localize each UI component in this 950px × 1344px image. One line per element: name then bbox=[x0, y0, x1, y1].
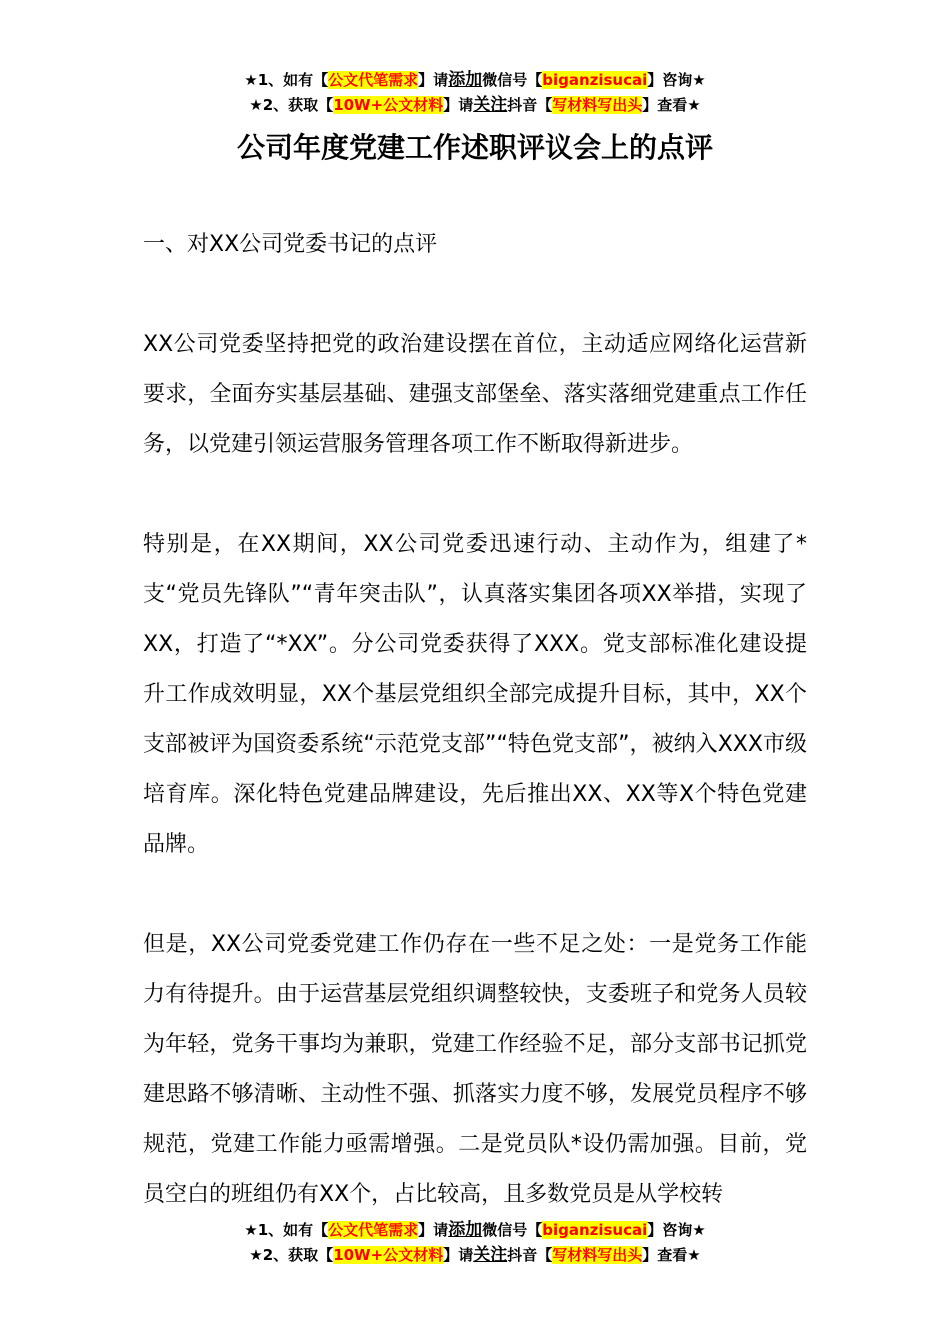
footer-banner bbox=[0, 1218, 950, 1268]
banner-underline: 添加 bbox=[448, 70, 483, 90]
section-heading: 一、对XX公司党委书记的点评 bbox=[143, 232, 438, 257]
banner-text: 】请 bbox=[443, 96, 474, 114]
banner-line-2 bbox=[0, 93, 950, 118]
banner-text: ★1、如有【 bbox=[244, 1221, 329, 1239]
banner-text: ★1、如有【 bbox=[244, 71, 329, 89]
banner-highlight: 10W+公文材料 bbox=[333, 96, 444, 114]
paragraph: XX公司党委坚持把党的政治建设摆在首位，主动适应网络化运营新要求，全面夯实基层基础、建强支部堡垒、落实落细党建重点工作任务，以党建引领运营服务管理各项工作不断取得新进步。 bbox=[143, 332, 807, 457]
banner-highlight: biganzisucai bbox=[542, 71, 648, 89]
banner-line-1 bbox=[0, 1218, 950, 1243]
banner-underline: 关注 bbox=[473, 95, 508, 115]
banner-text: ★2、获取【 bbox=[249, 96, 334, 114]
banner-highlight: 写材料写出头 bbox=[552, 1246, 643, 1264]
banner-text: 微信号【 bbox=[482, 1221, 543, 1239]
paragraph: 特别是，在XX期间，XX公司党委迅速行动、主动作为，组建了*支“党员先锋队”“青年突击队”，认真落实集团各项XX举措，实现了XX，打造了“*XX”。分公司党委获得了XXX。党支部标准化建设提升工作成效明显，XX个基层党组织全部完成提升目标，其中，XX个支部被评为国资委系统“示范党支部”“特色党支部”，被纳入XXX市级培育库。深化特色党建品牌建设，先后推出XX、XX等X个特色党建品牌。 bbox=[143, 532, 807, 857]
header-banner bbox=[0, 68, 950, 118]
document-body bbox=[143, 220, 807, 1270]
banner-highlight: 公文代笔需求 bbox=[328, 71, 419, 89]
banner-text: 】咨询★ bbox=[647, 1221, 706, 1239]
banner-text: 】查看★ bbox=[642, 96, 701, 114]
banner-highlight: biganzisucai bbox=[542, 1221, 648, 1239]
banner-text: ★2、获取【 bbox=[249, 1246, 334, 1264]
banner-text: 】咨询★ bbox=[647, 71, 706, 89]
banner-text: 抖音【 bbox=[507, 96, 553, 114]
banner-underline: 关注 bbox=[473, 1245, 508, 1265]
banner-line-1 bbox=[0, 68, 950, 93]
banner-text: 】请 bbox=[443, 1246, 474, 1264]
banner-line-2 bbox=[0, 1243, 950, 1268]
banner-highlight: 公文代笔需求 bbox=[328, 1221, 419, 1239]
banner-highlight: 写材料写出头 bbox=[552, 96, 643, 114]
banner-text: 抖音【 bbox=[507, 1246, 553, 1264]
banner-underline: 添加 bbox=[448, 1220, 483, 1240]
banner-highlight: 10W+公文材料 bbox=[333, 1246, 444, 1264]
banner-text: 微信号【 bbox=[482, 71, 543, 89]
banner-text: 】查看★ bbox=[642, 1246, 701, 1264]
banner-text: 】请 bbox=[418, 1221, 449, 1239]
banner-text: 】请 bbox=[418, 71, 449, 89]
paragraph: 但是，XX公司党委党建工作仍存在一些不足之处：一是党务工作能力有待提升。由于运营基层党组织调整较快，支委班子和党务人员较为年轻，党务干事均为兼职，党建工作经验不足，部分支部书记抓党建思路不够清晰、主动性不强、抓落实力度不够，发展党员程序不够规范，党建工作能力亟需增强。二是党员队*设仍需加强。目前，党员空白的班组仍有XX个，占比较高，且多数党员是从学校转 bbox=[143, 932, 807, 1207]
document-title: 公司年度党建工作述职评议会上的点评 bbox=[236, 131, 713, 164]
